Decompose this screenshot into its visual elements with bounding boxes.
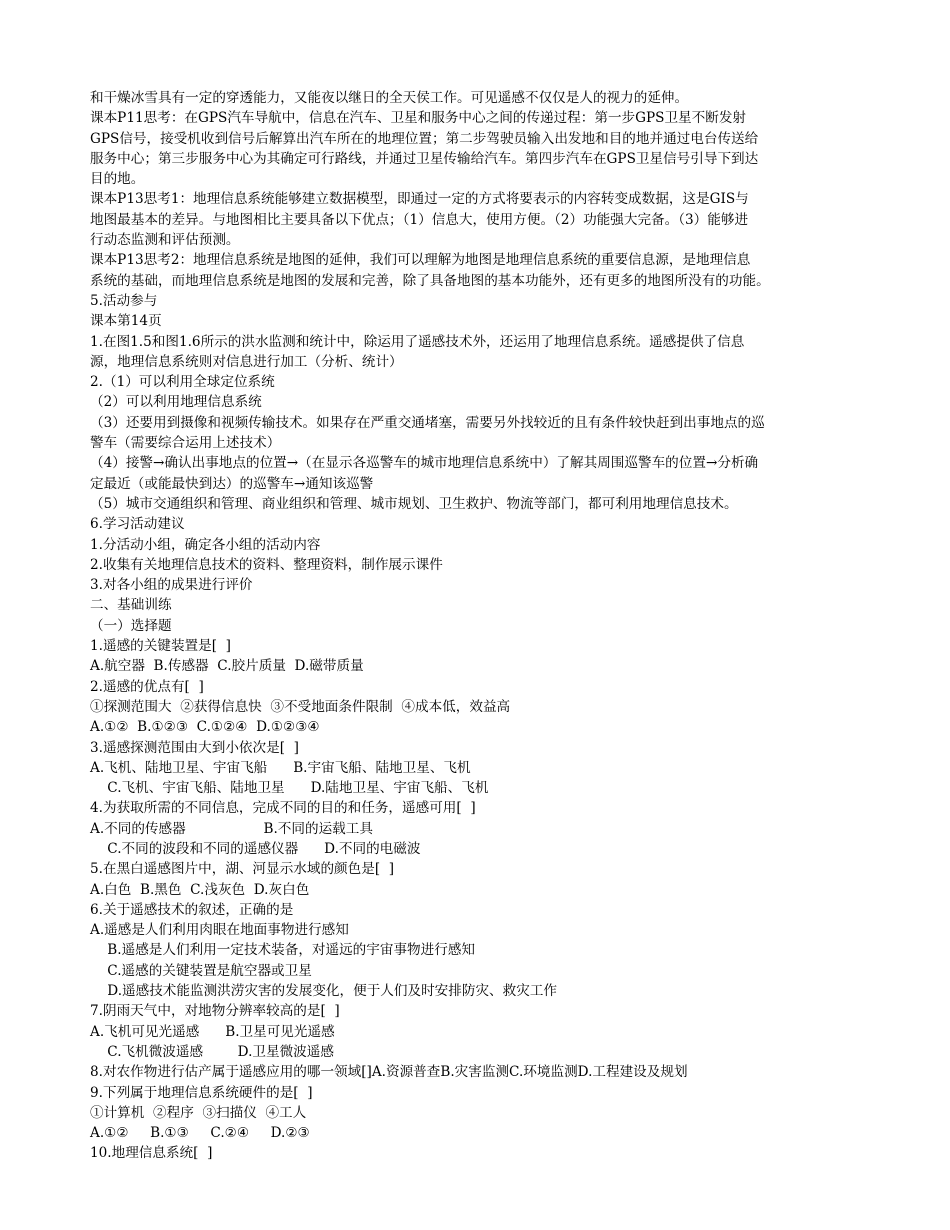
answer-options: D.遥感技术能监测洪涝灾害的发展变化，便于人们及时安排防灾、救灾工作 [90, 983, 558, 1000]
text-line: 2.收集有关地理信息技术的资料、整理资料，制作展示课件 [90, 556, 443, 573]
answer-options: ①探测范围大 ②获得信息快 ③不受地面条件限制 ④成本低，效益高 [90, 698, 511, 715]
text-line: 系统的基础，而地理信息系统是地图的发展和完善，除了具备地图的基本功能外，还有更多的地图所没有的功能。 [90, 272, 770, 289]
text-line: 警车（需要综合运用上述技术） [90, 435, 281, 452]
answer-options: C.飞机微波遥感 D.卫星微波遥感 [90, 1043, 334, 1060]
question-line: 2.遥感的优点有[ ] [90, 678, 204, 695]
text-line: 课本P13思考2：地理信息系统是地图的延伸，我们可以理解为地图是地理信息系统的重要信息源，是地理信息 [90, 252, 751, 269]
text-line: 2.（1）可以利用全球定位系统 [90, 374, 275, 391]
text-line: （4）接警→确认出事地点的位置→（在显示各巡警车的城市地理信息系统中）了解其周围巡警车的位置→分析确 [90, 455, 759, 472]
answer-options: A.不同的传感器 B.不同的运载工具 [90, 820, 373, 837]
answer-options: A.飞机、陆地卫星、宇宙飞船 B.宇宙飞船、陆地卫星、飞机 [90, 759, 471, 776]
answer-options: C.飞机、宇宙飞船、陆地卫星 D.陆地卫星、宇宙飞船、飞机 [90, 780, 489, 797]
question-line: 6.关于遥感技术的叙述，正确的是 [90, 901, 294, 918]
question-line: 7.阴雨天气中，对地物分辨率较高的是[ ] [90, 1003, 340, 1020]
text-line: 3.对各小组的成果进行评价 [90, 577, 253, 594]
question-line: 5.在黑白遥感图片中，湖、河显示水域的颜色是[ ] [90, 861, 395, 878]
text-line: 课本第14页 [90, 313, 162, 330]
section-heading: （一）选择题 [90, 617, 172, 634]
answer-options: A.①② B.①③ C.②④ D.②③ [90, 1125, 310, 1142]
text-line: 和干燥冰雪具有一定的穿透能力，又能夜以继日的全天侯工作。可见遥感不仅仅是人的视力的延伸。 [90, 90, 689, 106]
answer-options: A.遥感是人们利用肉眼在地面事物进行感知 [90, 922, 349, 939]
text-line: （5）城市交通组织和管理、商业组织和管理、城市规划、卫生救护、物流等部门，都可利用地理信息技术。 [90, 495, 738, 512]
answer-options: A.①② B.①②③ C.①②④ D.①②③④ [90, 719, 320, 736]
question-line: 1.遥感的关键装置是[ ] [90, 638, 231, 655]
question-line: 9.下列属于地理信息系统硬件的是[ ] [90, 1084, 313, 1101]
text-line: （2）可以利用地理信息系统 [90, 394, 262, 411]
section-heading: 6.学习活动建议 [90, 516, 185, 533]
answer-options: A.航空器 B.传感器 C.胶片质量 D.磁带质量 [90, 658, 364, 675]
answer-options: A.飞机可见光遥感 B.卫星可见光遥感 [90, 1023, 335, 1040]
text-line: GPS信号，接受机收到信号后解算出汽车所在的地理位置；第二步驾驶员输入出发地和目的地并通过电台传送给 [90, 130, 759, 147]
answer-options: A.白色 B.黑色 C.浅灰色 D.灰白色 [90, 881, 310, 898]
text-line: 地图最基本的差异。与地图相比主要具备以下优点；（1）信息大，使用方便。（2）功能强大完备。（3）能够进 [90, 211, 749, 228]
text-line: 服务中心；第三步服务中心为其确定可行路线，并通过卫星传输给汽车。第四步汽车在GPS卫星信号引导下到达 [90, 150, 759, 167]
text-line: 课本P11思考：在GPS汽车导航中，信息在汽车、卫星和服务中心之间的传递过程：第一步GPS卫星不断发射 [90, 110, 747, 127]
text-line: 定最近（或能最快到达）的巡警车→通知该巡警 [90, 475, 374, 492]
document-page [90, 88, 880, 1164]
text-line: 1.在图1.5和图1.6所示的洪水监测和统计中，除运用了遥感技术外，还运用了地理信息系统。遥感提供了信息 [90, 333, 745, 350]
text-line: 课本P13思考1：地理信息系统能够建立数据模型，即通过一定的方式将要表示的内容转变成数据，这是GIS与 [90, 191, 749, 208]
question-line: 3.遥感探测范围由大到小依次是[ ] [90, 739, 299, 756]
text-line: 1.分活动小组，确定各小组的活动内容 [90, 536, 321, 553]
answer-options: B.遥感是人们利用一定技术装备，对遥远的宇宙事物进行感知 [90, 942, 476, 959]
text-line: 目的地。 [90, 171, 145, 188]
text-line: 源，地理信息系统则对信息进行加工（分析、统计） [90, 353, 403, 370]
text-line: （3）还要用到摄像和视频传输技术。如果存在严重交通堵塞，需要另外找较近的且有条件较快赶到出事地点的巡 [90, 414, 765, 431]
answer-options: C.不同的波段和不同的遥感仪器 D.不同的电磁波 [90, 840, 421, 857]
section-heading: 二、基础训练 [90, 597, 172, 614]
text-line: 行动态监测和评估预测。 [90, 232, 240, 249]
section-heading: 5.活动参与 [90, 292, 158, 309]
answer-options: C.遥感的关键装置是航空器或卫星 [90, 962, 312, 979]
question-line: 8.对农作物进行估产属于遥感应用的哪一领域[]A.资源普查B.灾害监测C.环境监测D.工程建设及规划 [90, 1064, 688, 1081]
question-line: 10.地理信息系统[ ] [90, 1145, 213, 1162]
question-line: 4.为获取所需的不同信息，完成不同的目的和任务，遥感可用[ ] [90, 800, 476, 817]
answer-options: ①计算机 ②程序 ③扫描仪 ④工人 [90, 1104, 307, 1121]
